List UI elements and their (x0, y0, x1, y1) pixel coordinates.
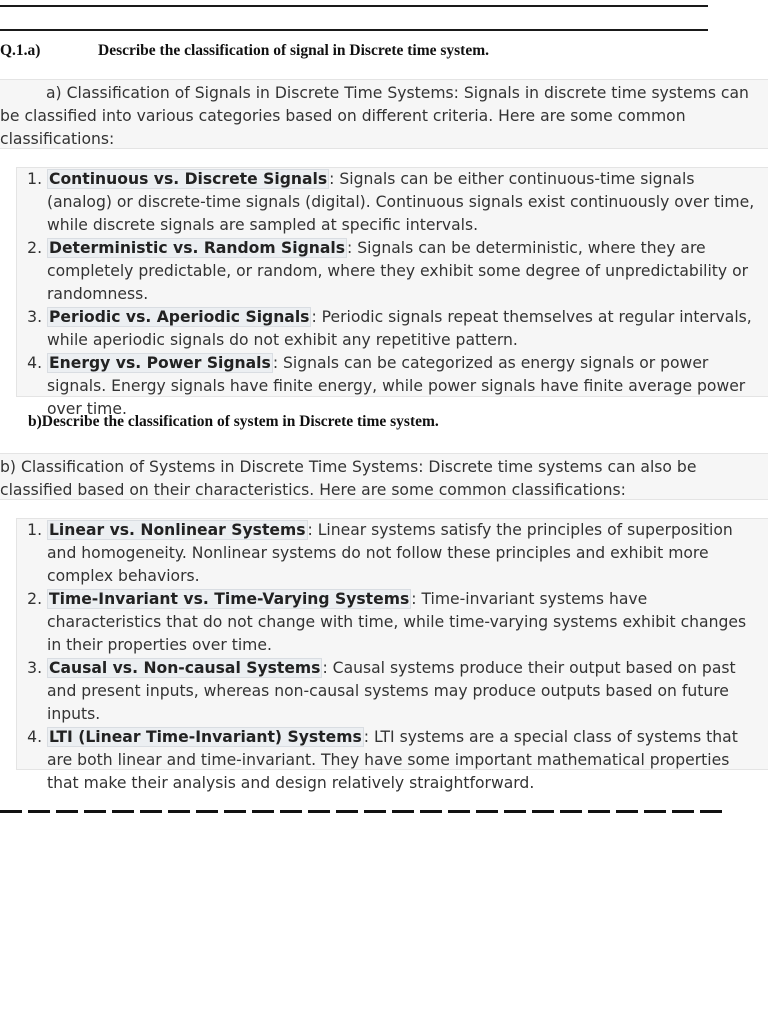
list-item-term: Deterministic vs. Random Signals (49, 239, 346, 257)
list-item-text: : LTI systems are a special class of systems that are both linear and time-invariant. They have some important mathematical properties that make their analysis and design relatively straightforward. (47, 728, 738, 792)
list-item (47, 306, 764, 352)
part-a-intro: a) Classification of Signals in Discrete Time Systems: Signals in discrete time systems can be classified into various categories based on different criteria. Here are some common classifications: (0, 79, 768, 149)
question-title: Describe the classification of signal in Discrete time system. (98, 42, 490, 59)
system-classification-list (16, 518, 768, 792)
list-item-text: : Causal systems produce their output based on past and present inputs, whereas non-causal systems may produce outputs based on future inputs. (47, 659, 736, 723)
list-item (47, 237, 764, 306)
list-item-text: : Time-invariant systems have characteristics that do not change with time, while time-varying systems exhibit changes in their properties over time. (47, 590, 747, 654)
list-item (47, 657, 764, 726)
dashed-separator (0, 810, 728, 813)
list-item-term: Energy vs. Power Signals (49, 354, 271, 372)
list-item (47, 168, 764, 237)
list-item-term: LTI (Linear Time-Invariant) Systems (49, 728, 362, 746)
part-b-intro: b) Classification of Systems in Discrete Time Systems: Discrete time systems can also be classified based on their characteristics. Here are some common classifications: (0, 453, 768, 500)
list-item-text: : Signals can be categorized as energy signals or power signals. Energy signals have finite energy, while power signals have finite average power over time. (47, 354, 746, 418)
list-item-text: : Signals can be either continuous-time signals (analog) or discrete-time signals (digital). Continuous signals exist continuously over time, while discrete signals are sampled at specific intervals. (47, 170, 755, 234)
question-number: Q.1.a) (0, 42, 41, 59)
list-item-term: Linear vs. Nonlinear Systems (49, 521, 306, 539)
list-item-term: Time-Invariant vs. Time-Varying Systems (49, 590, 410, 608)
list-item (47, 519, 764, 588)
list-item (47, 588, 764, 657)
list-item-text: : Linear systems satisfy the principles of superposition and homogeneity. Nonlinear systems do not follow these principles and exhibit more complex behaviors. (47, 521, 733, 585)
second-rule (0, 29, 708, 31)
list-item-term: Periodic vs. Aperiodic Signals (49, 308, 310, 326)
list-item (47, 352, 764, 421)
list-item (47, 726, 764, 795)
part-b-heading: b)Describe the classification of system in Discrete time system. (28, 413, 439, 430)
list-item-text: : Periodic signals repeat themselves at regular intervals, while aperiodic signals do not exhibit any repetitive pattern. (47, 308, 752, 349)
list-item-text: : Signals can be deterministic, where they are completely predictable, or random, where they exhibit some degree of unpredictability or randomness. (47, 239, 749, 303)
list-item-term: Continuous vs. Discrete Signals (49, 170, 328, 188)
top-rule (0, 5, 708, 7)
list-item-term: Causal vs. Non-causal Systems (49, 659, 321, 677)
signal-classification-list (16, 167, 768, 418)
